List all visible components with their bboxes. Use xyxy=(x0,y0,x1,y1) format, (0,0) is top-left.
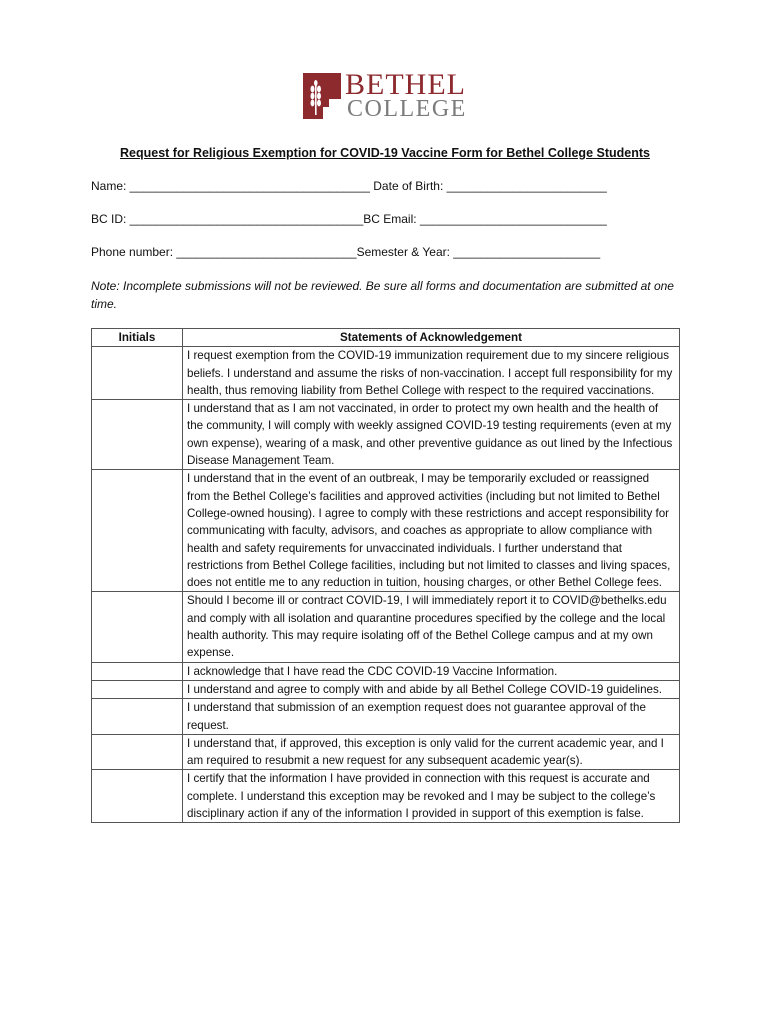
id-email-field-row[interactable]: BC ID: ___________________________________BC Email: ____________________________ xyxy=(91,212,607,226)
statement-cell: I understand and agree to comply with and abide by all Bethel College COVID-19 guidelines. xyxy=(183,680,680,698)
initials-cell[interactable] xyxy=(92,347,183,400)
initials-cell[interactable] xyxy=(92,470,183,592)
table-row xyxy=(92,680,680,698)
logo-line-2: COLLEGE xyxy=(347,96,467,122)
bethel-college-logo xyxy=(303,68,473,122)
name-dob-field-row[interactable]: Name: ____________________________________ Date of Birth: ________________________ xyxy=(91,179,607,193)
statement-cell: I understand that in the event of an outbreak, I may be temporarily excluded or reassigned from the Bethel College’s facilities and approved activities (including but not limited to Bethel College-owned housing). I agree to comply with these restrictions and accept responsibility for communicating with faculty, advisors, and coaches as appropriate to allow compliance with health and safety requirements for unvaccinated individuals. I further understand that restrictions from Bethel College facilities, including but not limited to classes and living spaces, does not entitle me to any reduction in tuition, housing charges, or other Bethel College fees. xyxy=(183,470,680,592)
initials-cell[interactable] xyxy=(92,400,183,470)
table-row xyxy=(92,400,680,470)
form-title: Request for Religious Exemption for COVID-19 Vaccine Form for Bethel College Students xyxy=(120,146,650,160)
submission-note: Note: Incomplete submissions will not be reviewed. Be sure all forms and documentation are submitted at one time. xyxy=(91,279,674,311)
table-row xyxy=(92,699,680,735)
initials-header: Initials xyxy=(92,329,183,347)
statement-cell: I acknowledge that I have read the CDC COVID-19 Vaccine Information. xyxy=(183,662,680,680)
table-row xyxy=(92,770,680,823)
wheat-logo-icon xyxy=(303,73,341,119)
initials-cell[interactable] xyxy=(92,734,183,770)
table-row xyxy=(92,470,680,592)
table-row xyxy=(92,592,680,662)
initials-cell[interactable] xyxy=(92,770,183,823)
table-row xyxy=(92,347,680,400)
statement-cell: I understand that submission of an exemption request does not guarantee approval of the request. xyxy=(183,699,680,735)
logo-line-1: BETHEL xyxy=(345,68,466,101)
statement-cell: I understand that, if approved, this exception is only valid for the current academic year, and I am required to resubmit a new request for any subsequent academic year(s). xyxy=(183,734,680,770)
table-row xyxy=(92,662,680,680)
statement-cell: I request exemption from the COVID-19 immunization requirement due to my sincere religious beliefs. I understand and assume the risks of non-vaccination. I accept full responsibility for my health, thus removing liability from Bethel College with respect to the required vaccinations. xyxy=(183,347,680,400)
statement-cell: I certify that the information I have provided in connection with this request is accurate and complete. I understand this exception may be revoked and I may be subject to the college’s disciplinary action if any of the information I provided in support of this exemption is false. xyxy=(183,770,680,823)
initials-cell[interactable] xyxy=(92,592,183,662)
table-row xyxy=(92,734,680,770)
statement-cell: Should I become ill or contract COVID-19, I will immediately report it to COVID@bethelks.edu and comply with all isolation and quarantine procedures specified by the college and the local health authority. This may require isolating off of the Bethel College campus and at my own expense. xyxy=(183,592,680,662)
statement-cell: I understand that as I am not vaccinated, in order to protect my own health and the health of the community, I will comply with weekly assigned COVID-19 testing requirements (even at my own expense), wearing of a mask, and other preventive guidance as out lined by the Infectious Disease Management Team. xyxy=(183,400,680,470)
phone-semester-field-row[interactable]: Phone number: ___________________________Semester & Year: ______________________ xyxy=(91,245,601,259)
statements-header: Statements of Acknowledgement xyxy=(183,329,680,347)
initials-cell[interactable] xyxy=(92,699,183,735)
acknowledgement-table xyxy=(91,328,680,823)
initials-cell[interactable] xyxy=(92,662,183,680)
initials-cell[interactable] xyxy=(92,680,183,698)
